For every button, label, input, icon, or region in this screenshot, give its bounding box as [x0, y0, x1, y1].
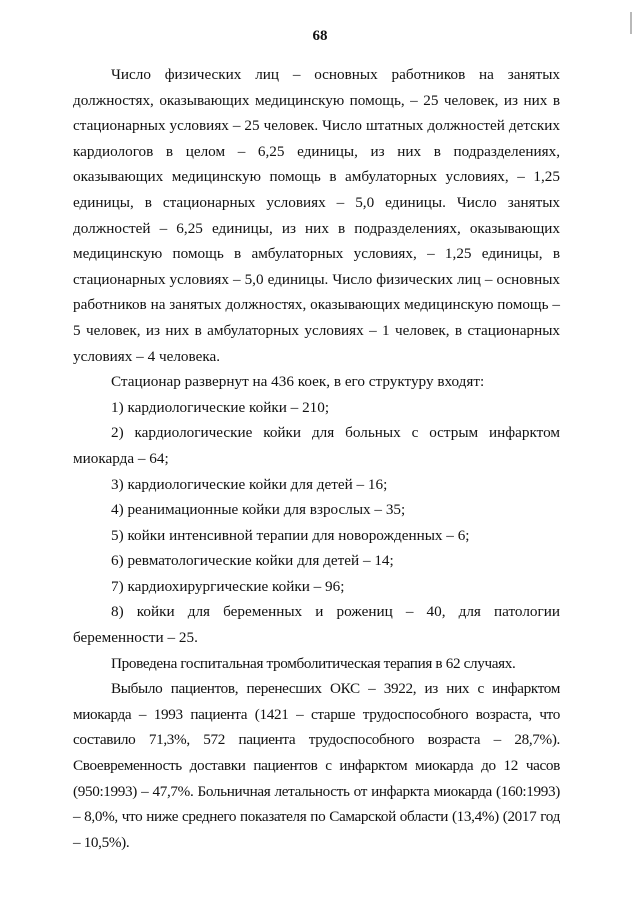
- list-item-adult-icu-beds: 4) реанимационные койки для взрослых – 35;: [111, 501, 406, 519]
- body-text: [73, 62, 560, 855]
- list-item-infarction-beds: 2) кардиологические койки для больных с острым инфарктом миокарда – 64;: [73, 424, 560, 467]
- page-number: 68: [312, 28, 328, 44]
- list-item-neonatal-icu-beds: 5) койки интенсивной терапии для новорожденных – 6;: [111, 526, 470, 544]
- list-item-cardiac-surgery-beds: 7) кардиохирургические койки – 96;: [111, 577, 345, 595]
- list-item-child-rheumatology-beds: 6) ревматологические койки для детей – 14;: [111, 552, 394, 570]
- list-item-cardiology-beds: 1) кардиологические койки – 210;: [111, 398, 330, 416]
- list-item-maternity-beds: 8) койки для беременных и рожениц – 40, для патологии беременности – 25.: [73, 603, 560, 647]
- paragraph-hospital-beds-intro: Стационар развернут на 436 коек, в его структуру входят:: [111, 373, 485, 391]
- paragraph-thrombolytic-therapy: Проведена госпитальная тромболитическая терапия в 62 случаях.: [111, 654, 516, 672]
- paragraph-acs-outcomes: Выбыло пациентов, перенесших ОКС – 3922, из них с инфарктом миокарда – 1993 пациента (1421 – старше трудоспособного возраста, что составило 71,3%, 572 пациента трудоспособного возраста – 28,7%). Своевременность доставки пациентов с инфарктом миокарда до 12 часов (950:1993) – 47,7%. Больничная летальность от инфаркта миокарда (160:1993) – 8,0%, что ниже среднего показателя по Самарской области (13,4%) (2017 год – 10,5%).: [73, 680, 560, 851]
- paragraph-staff-counts: Число физических лиц – основных работников на занятых должностях, оказывающих медицинскую помощь, – 25 человек, из них в стационарных условиях – 25 человек. Число штатных должностей детских кардиологов в целом – 6,25 единицы, из них в подразделениях, оказывающих медицинскую помощь в амбулаторных условиях, – 1,25 единицы, в стационарных условиях – 5,0 единицы. Число занятых должностей – 6,25 единицы, из них в подразделениях, оказывающих медицинскую помощь в амбулаторных условиях, – 1,25 единицы, в стационарных условиях – 5,0 единицы. Число физических лиц – основных работников на занятых должностях, оказывающих медицинскую помощь – 5 человек, из них в амбулаторных условиях – 1 человек, в стационарных условиях – 4 человека.: [73, 66, 560, 365]
- list-item-child-cardiology-beds: 3) кардиологические койки для детей – 16;: [111, 475, 388, 493]
